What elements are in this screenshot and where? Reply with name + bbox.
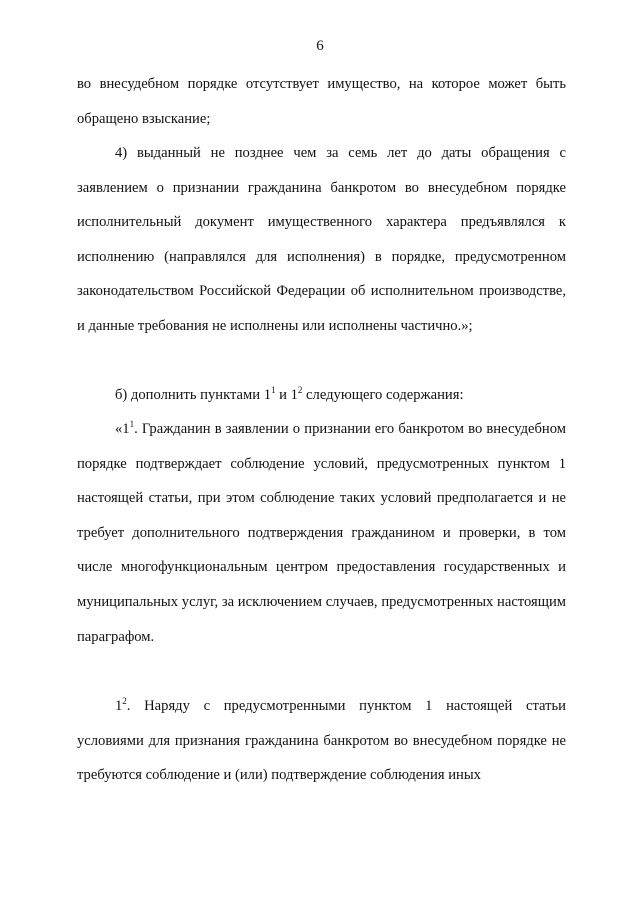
paragraph-clause-1-2 — [77, 689, 566, 793]
paragraph-continuation: во внесудебном порядке отсутствует имущество, на которое может быть обращено взыскание; — [77, 76, 566, 127]
amendment-b-text-post: следующего содержания: — [302, 387, 464, 403]
paragraph-clause-1-1 — [77, 412, 566, 654]
clause-1-2-sup: 2 — [122, 696, 127, 707]
clause-1-1-text: . Гражданин в заявлении о признании его банкротом во внесудебном порядке подтверждает соблюдение условий, предусмотренных пунктом 1 настоящей статьи, при этом соблюдение таких условий предполагается и не требует дополнительного подтверждения гражданином и проверки, в том числе многофункциональным центром предоставления государственных и муниципальных услуг, за исключением случаев, предусмотренных настоящим параграфом. — [77, 421, 566, 645]
amendment-b-text-pre: б) дополнить пунктами 1 — [115, 387, 271, 403]
clause-1-2-number: 1 — [115, 698, 123, 714]
paragraph-item-4: 4) выданный не позднее чем за семь лет до даты обращения с заявлением о признании гражданина банкротом во внесудебном порядке исполнительный документ имущественного характера предъявлялся к исполнению (направлялся для исполнения) в порядке, предусмотренном законодательством Российской Федерации об исполнительном производстве, и данные требования не исполнены или исполнены частично.»; — [77, 145, 566, 334]
amendment-b-sup-1: 1 — [271, 385, 276, 396]
clause-1-2-text: . Наряду с предусмотренными пунктом 1 настоящей статьи условиями для признания гражданина банкротом во внесудебном порядке не требуются соблюдение и (или) подтверждение соблюдения иных — [77, 698, 566, 784]
amendment-b-text-mid: и 1 — [275, 387, 298, 403]
clause-1-1-sup: 1 — [129, 419, 135, 430]
clause-1-1-number: «1 — [115, 421, 130, 437]
page-number: 6 — [316, 38, 324, 54]
paragraph-amendment-b — [77, 378, 566, 413]
amendment-b-sup-2: 2 — [297, 385, 303, 396]
